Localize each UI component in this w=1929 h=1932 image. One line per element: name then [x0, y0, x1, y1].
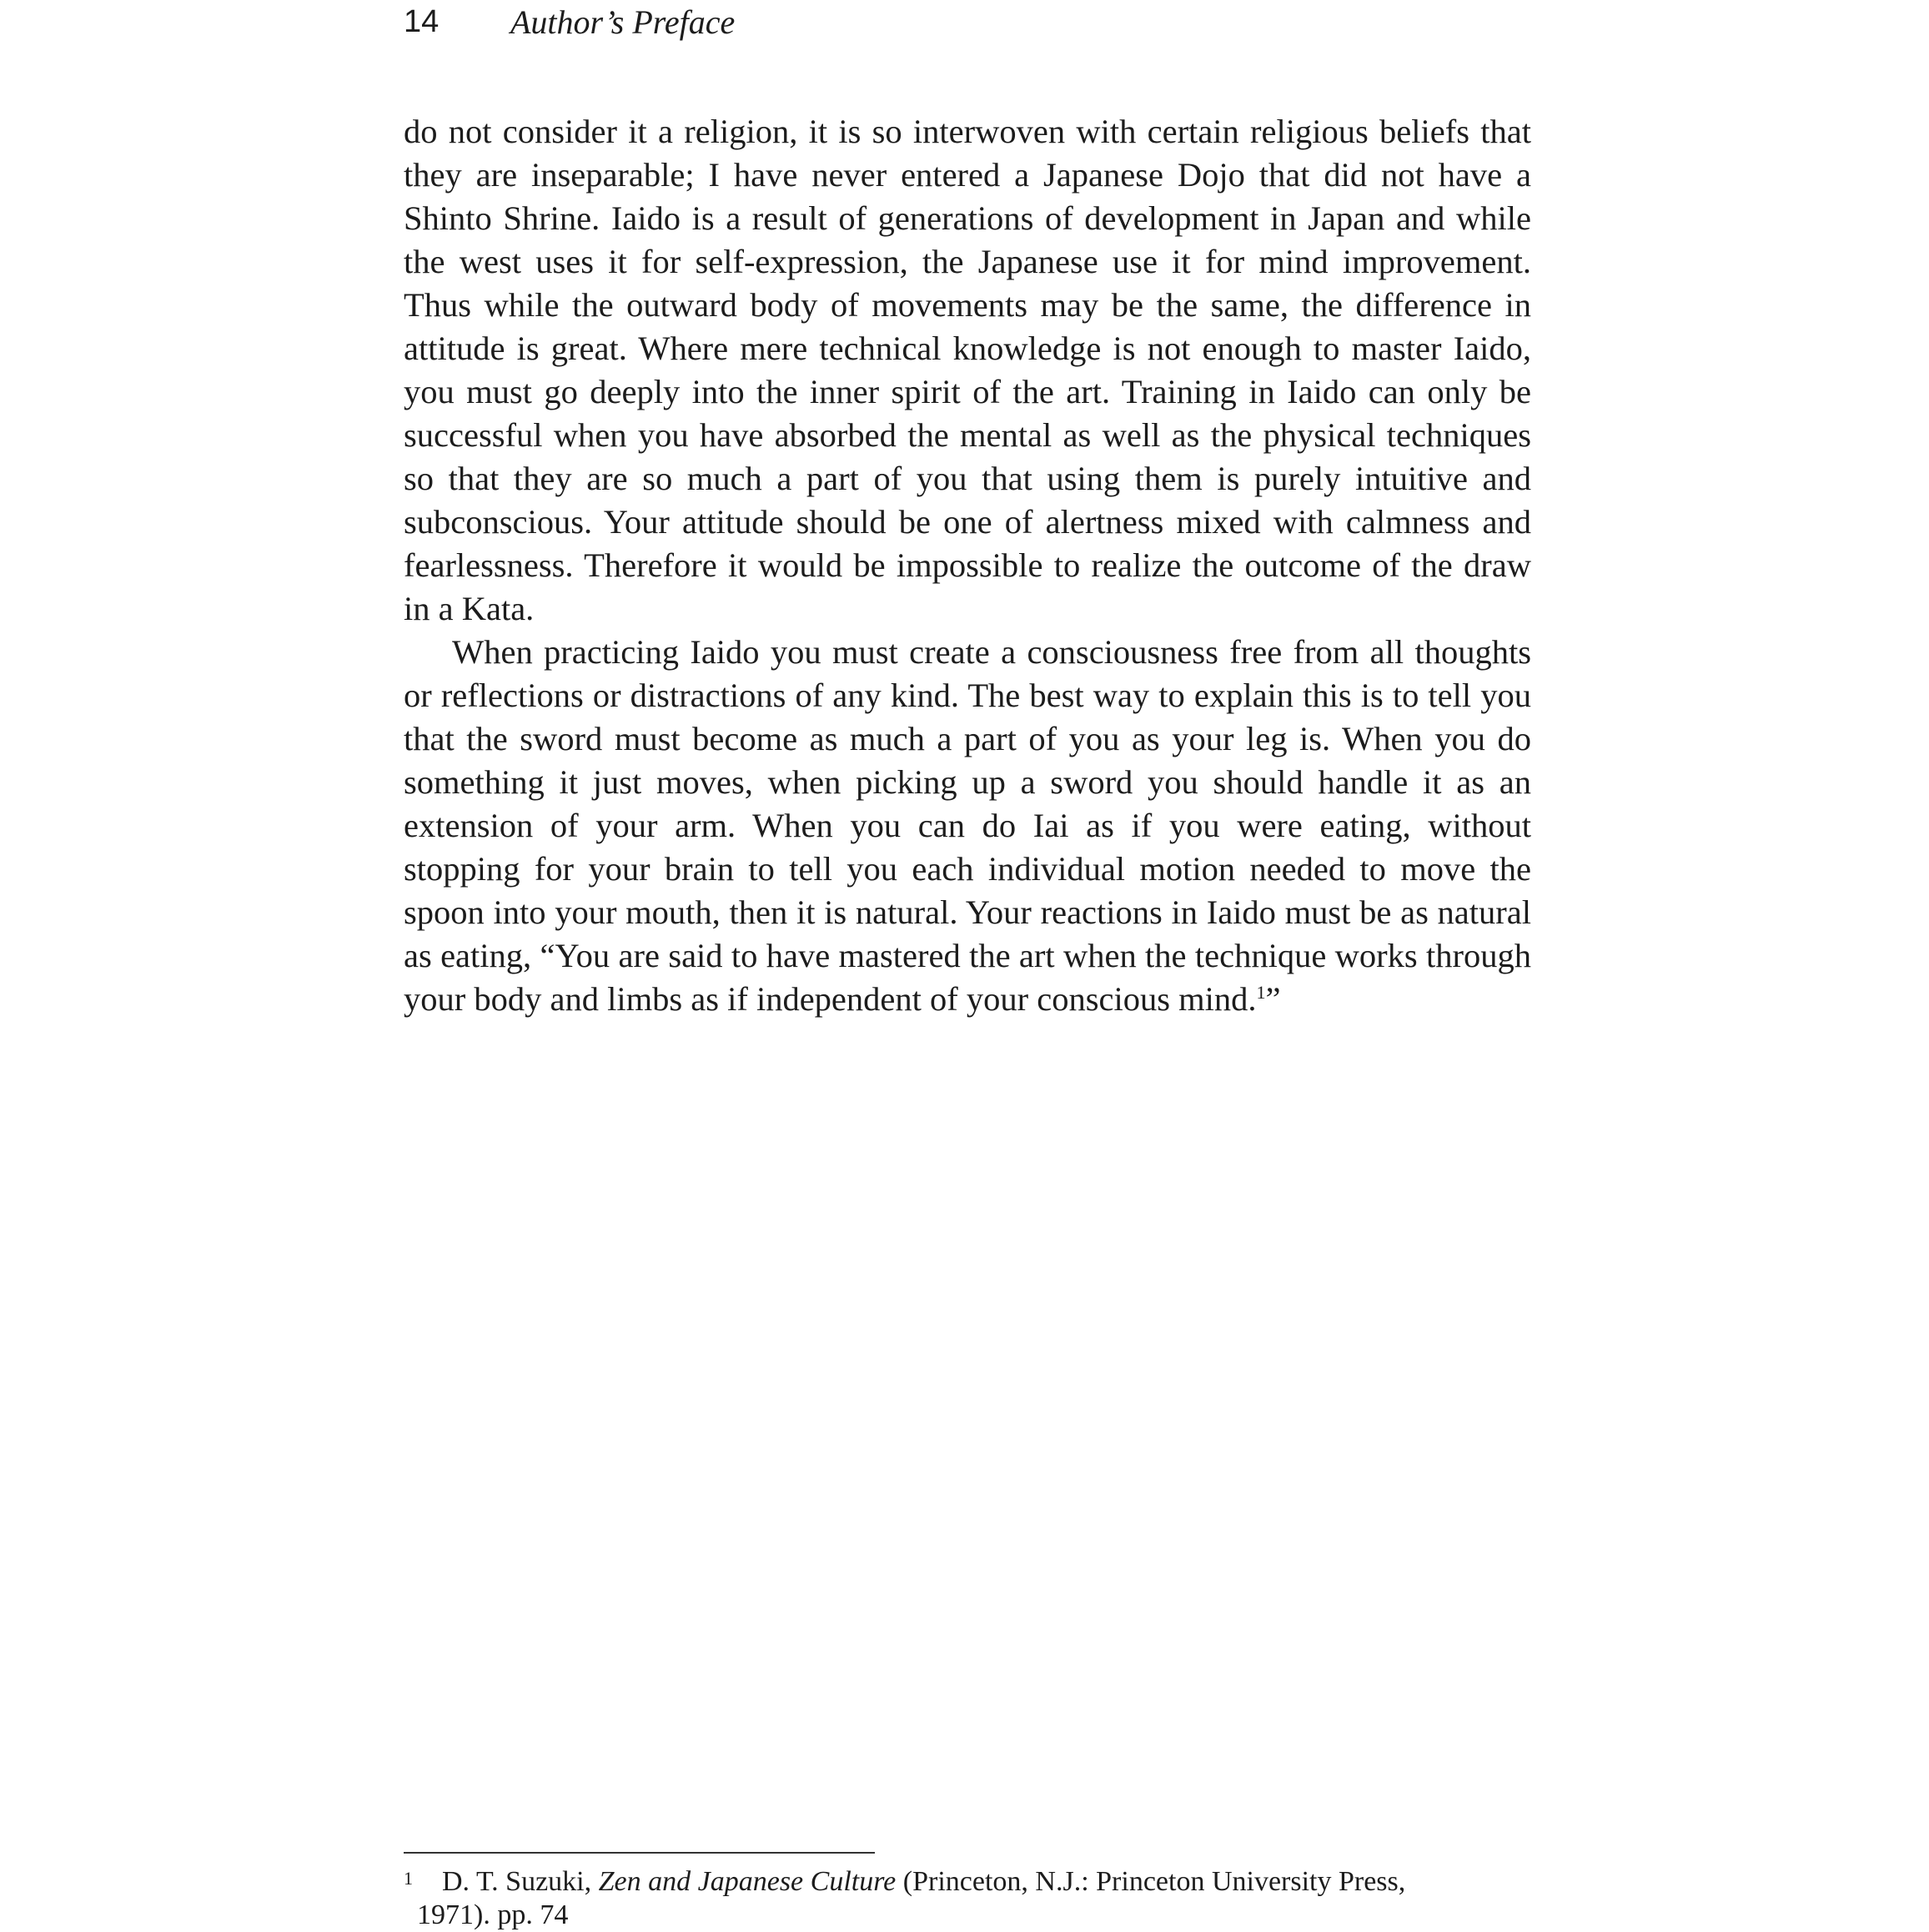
footnote-line-1 — [442, 1865, 1513, 1899]
closing-quote: ” — [1265, 980, 1281, 1018]
running-title: Author’s Preface — [510, 3, 736, 41]
paragraph-practicing-iaido — [404, 631, 1531, 1021]
running-head — [404, 0, 735, 43]
footnote-author: D. T. Suzuki, — [442, 1866, 592, 1897]
page-number: 14 — [404, 3, 440, 39]
paragraph-continued — [404, 110, 1531, 631]
paragraph-2-text: When practicing Iaido you must create a consciousness free from all thoughts or reflections or distractions of any kind. The best way to explain this is to tell you that the sword must become as much a part of you as your leg is. When you do something it just moves, when picking up a sword you should handle it as an extension of your arm. When you can do Iai as if you were eating, without stopping for your brain to tell you each individual motion needed to move the spoon into your mouth, then it is natural. Your reactions in Iaido must be as natural as eating, “You are said to have mastered the art when the technique works through your body and limbs as if independent of your conscious mind. — [404, 633, 1531, 1018]
footnote-separator — [404, 1852, 875, 1854]
footnote-publication: (Princeton, N.J.: Princeton University Press, — [902, 1866, 1406, 1897]
footnote-reference[interactable]: 1 — [1256, 982, 1266, 1003]
footnote-book-title: Zen and Japanese Culture — [598, 1866, 897, 1897]
footnote-citation — [417, 1865, 1513, 1932]
body-text — [404, 110, 1531, 1021]
footnote-line-2: 1971). pp. 74 — [417, 1899, 569, 1930]
paragraph-1-text: do not consider it a religion, it is so interwoven with certain religious beliefs that they are inseparable; I have never entered a Japanese Dojo that did not have a Shinto Shrine. Iaido is a result of generations of development in Japan and while the west uses it for self-expression, the Japanese use it for mind improvement. Thus while the outward body of movements may be the same, the difference in attitude is great. Where mere technical knowledge is not enough to master Iaido, you must go deeply into the inner spirit of the art. Training in Iaido can only be successful when you have absorbed the mental as well as the physical techniques so that they are so much a part of you that using them is purely intuitive and subconscious. Your attitude should be one of alertness mixed with calmness and fearlessness. Therefore it would be impossible to realize the outcome of the draw in a Kata. — [404, 113, 1531, 627]
footnote — [404, 1865, 1513, 1932]
footnote-marker: 1 — [404, 1868, 413, 1889]
